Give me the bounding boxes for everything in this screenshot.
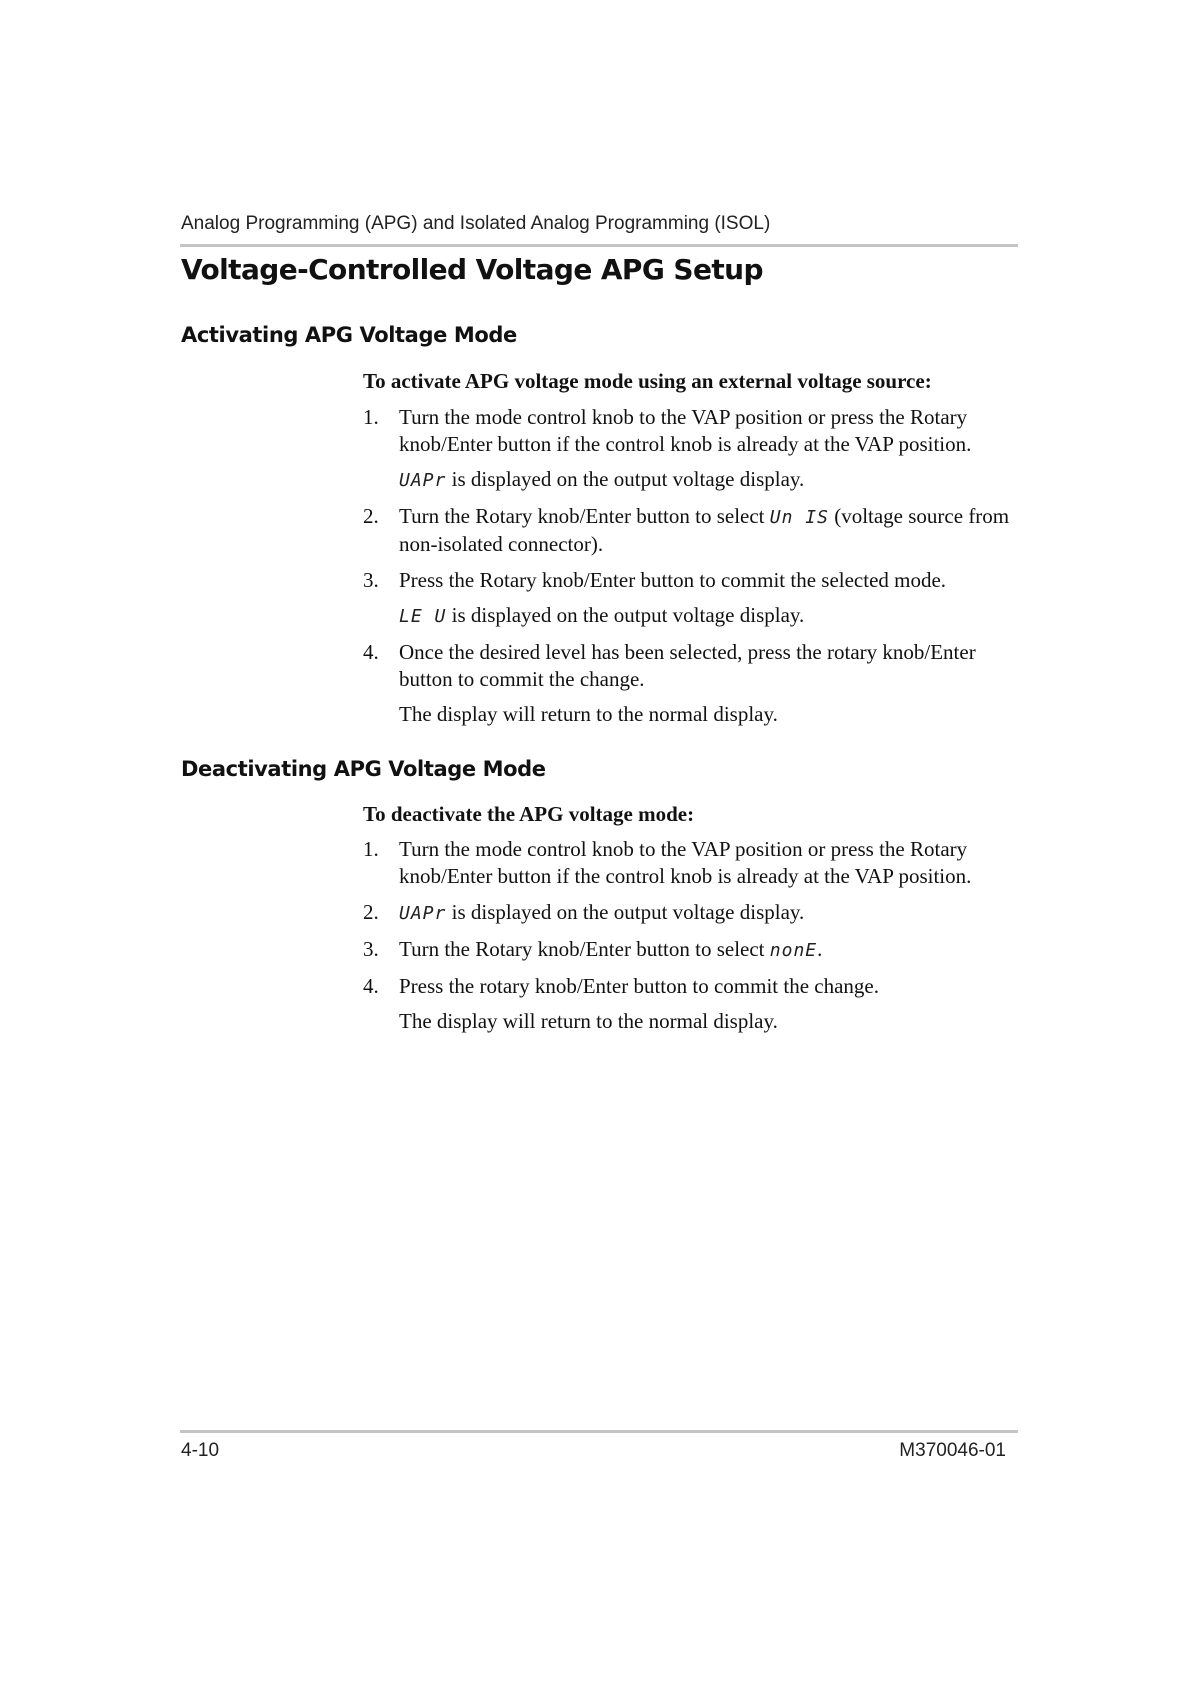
step-note — [399, 466, 1033, 494]
step-text: Press the Rotary knob/Enter button to commit the selected mode. — [399, 568, 947, 592]
list-item — [363, 899, 1033, 927]
section-heading-activating: Activating APG Voltage Mode — [181, 323, 517, 347]
step-text — [399, 936, 1033, 964]
step-note: The display will return to the normal display. — [399, 1009, 778, 1033]
step-note-text: is displayed on the output voltage display. — [446, 603, 805, 627]
list-item — [363, 936, 1033, 964]
page-title: Voltage-Controlled Voltage APG Setup — [181, 253, 763, 286]
step-number: 2. — [363, 504, 379, 528]
step-number: 4. — [363, 640, 379, 664]
step-text: Once the desired level has been selected, press the rotary knob/Enter button to commit the change. — [399, 640, 976, 691]
step-text-post: . — [817, 937, 823, 961]
step-text-pre: Turn the Rotary knob/Enter button to select — [399, 937, 770, 961]
step-text — [399, 503, 1033, 558]
step-number: 4. — [363, 974, 379, 998]
step-text — [399, 899, 1033, 927]
lcd-readout: LE U — [399, 606, 447, 627]
list-item — [363, 973, 1033, 1035]
document-id: M370046-01 — [899, 1440, 1006, 1461]
step-text: Turn the mode control knob to the VAP position or press the Rotary knob/Enter button if the control knob is already at the VAP position. — [399, 837, 972, 888]
step-text: Press the rotary knob/Enter button to commit the change. — [399, 974, 879, 998]
step-note — [399, 602, 1033, 630]
step-note: The display will return to the normal display. — [399, 702, 778, 726]
procedure-title-deactivate: To deactivate the APG voltage mode: — [363, 802, 695, 826]
step-text-post: (voltage source from non-isolated connector). — [399, 504, 1010, 556]
step-number: 1. — [363, 405, 379, 429]
activate-steps-list — [363, 404, 1033, 737]
list-item — [363, 836, 1033, 890]
step-number: 3. — [363, 568, 379, 592]
step-text-post: is displayed on the output voltage display. — [446, 900, 805, 924]
deactivate-steps-list — [363, 836, 1033, 1044]
footer-rule — [180, 1430, 1018, 1433]
step-number: 3. — [363, 937, 379, 961]
step-text-pre: Turn the Rotary knob/Enter button to select — [399, 504, 770, 528]
running-header: Analog Programming (APG) and Isolated Analog Programming (ISOL) — [181, 213, 771, 234]
list-item — [363, 639, 1033, 728]
step-text: Turn the mode control knob to the VAP position or press the Rotary knob/Enter button if the control knob is already at the VAP position. — [399, 405, 972, 456]
page-number: 4-10 — [181, 1440, 220, 1461]
header-rule — [180, 244, 1018, 247]
step-number: 1. — [363, 837, 379, 861]
lcd-readout: UAPr — [399, 903, 447, 924]
lcd-readout: Un IS — [769, 507, 829, 528]
list-item — [363, 503, 1033, 558]
step-note-text: is displayed on the output voltage display. — [446, 467, 805, 491]
list-item — [363, 404, 1033, 494]
list-item — [363, 567, 1033, 630]
section-heading-deactivating: Deactivating APG Voltage Mode — [181, 757, 546, 781]
lcd-readout: nonE — [769, 940, 818, 961]
step-number: 2. — [363, 900, 379, 924]
lcd-readout: UAPr — [399, 470, 447, 491]
procedure-title-activate: To activate APG voltage mode using an external voltage source: — [363, 369, 932, 393]
